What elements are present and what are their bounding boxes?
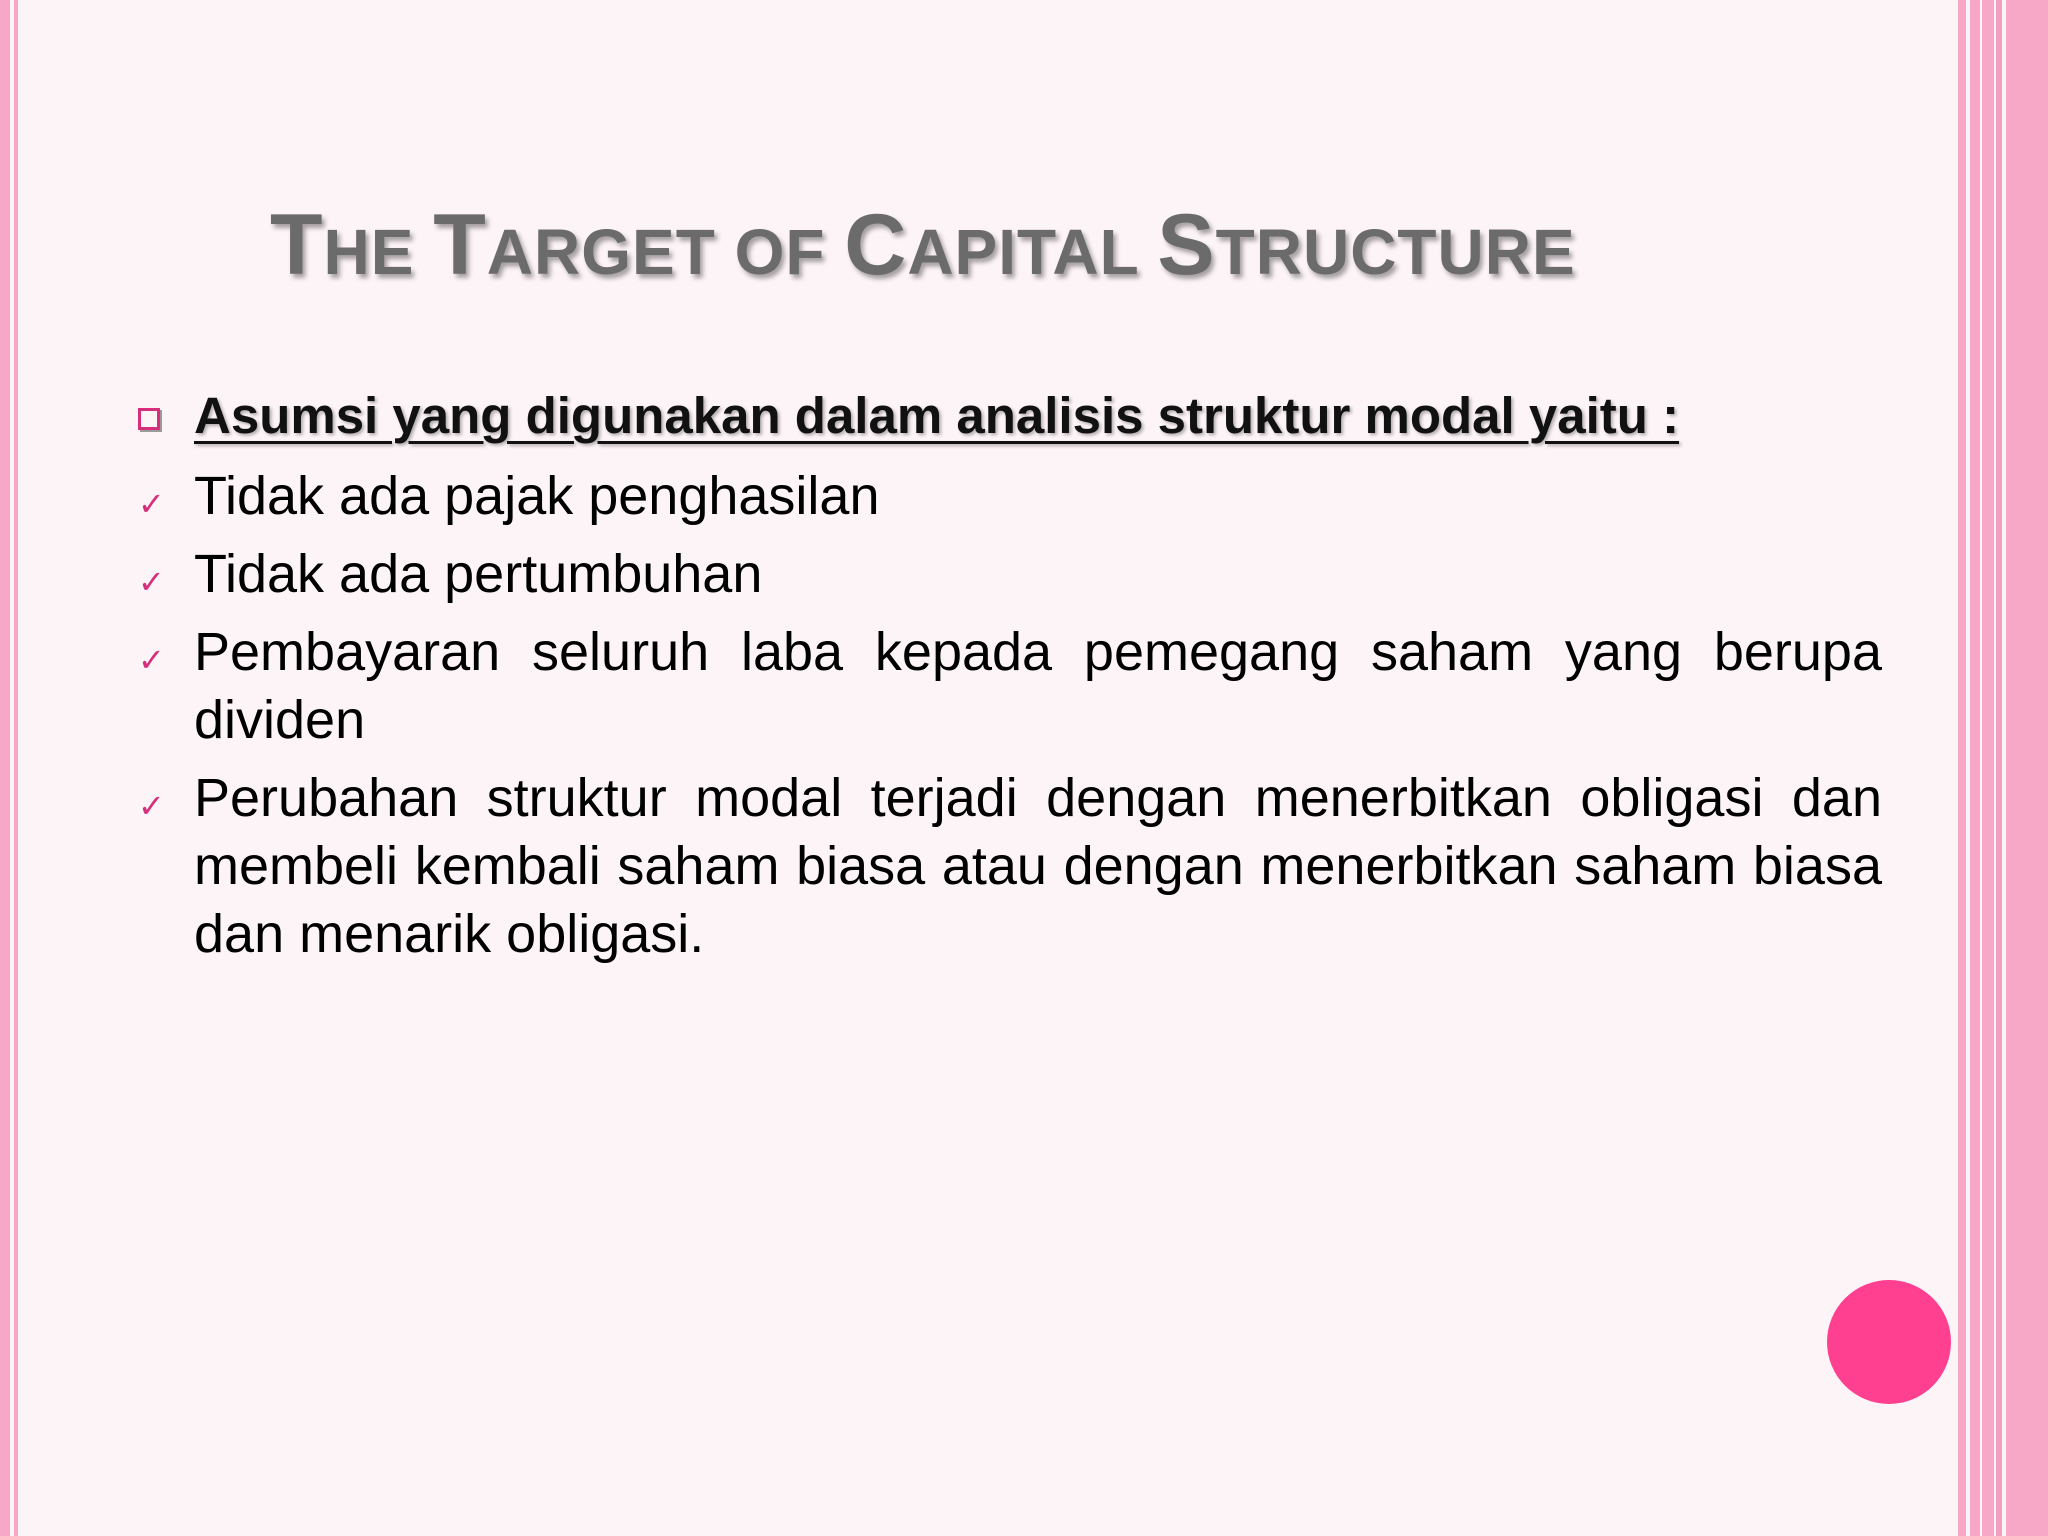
title-part: T (270, 197, 324, 293)
pink-circle-decoration (1827, 1280, 1951, 1404)
title-part: TRUCTURE (1215, 216, 1576, 288)
slide-title (270, 196, 1576, 295)
left-stripe-outer (0, 0, 10, 1536)
list-item (130, 618, 1882, 754)
right-stripe-5 (2006, 0, 2048, 1536)
heading-item (130, 380, 1882, 452)
title-part: ARGET OF (486, 216, 845, 288)
checkmark-icon: ✓ (138, 563, 165, 601)
list-item (130, 540, 1882, 608)
title-part: HE (323, 216, 434, 288)
right-stripe-4 (1996, 0, 2002, 1536)
title-part: S (1157, 197, 1216, 293)
left-stripe-inner (14, 0, 18, 1536)
square-bullet-icon (138, 408, 160, 430)
list-item-text: Perubahan struktur modal terjadi dengan menerbitkan obligasi dan membeli kembali saham biasa atau dengan menerbitkan saham biasa dan menarik obligasi. (194, 768, 1882, 964)
slide-content (130, 380, 1882, 978)
title-part: C (844, 197, 908, 293)
list-item-text: Tidak ada pajak penghasilan (194, 466, 880, 526)
list-item (130, 462, 1882, 530)
checkmark-icon: ✓ (138, 787, 165, 825)
list-item-text: Pembayaran seluruh laba kepada pemegang saham yang berupa dividen (194, 622, 1882, 750)
heading-text: Asumsi yang digunakan dalam analisis struktur modal yaitu : (194, 387, 1680, 444)
checkmark-icon: ✓ (138, 641, 165, 679)
right-stripe-2 (1970, 0, 1980, 1536)
title-part: APITAL (907, 216, 1158, 288)
checkmark-icon: ✓ (138, 485, 165, 523)
list-item-text: Tidak ada pertumbuhan (194, 544, 763, 604)
right-stripe-3 (1982, 0, 1994, 1536)
list-item (130, 764, 1882, 968)
title-part: T (433, 197, 487, 293)
right-stripe-1 (1958, 0, 1966, 1536)
